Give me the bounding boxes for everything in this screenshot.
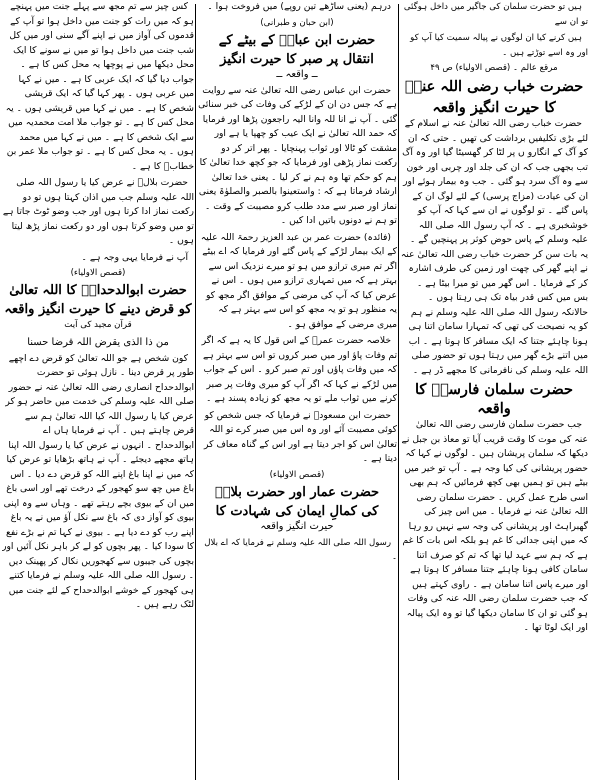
heading-ammar-bilal-subtitle: حیرت انگیز واقعہ <box>260 520 334 532</box>
left-source-citation: (قصص الاولیاء) <box>70 268 126 278</box>
heading-ammar-bilal-line-2: کی کمالِ ایمان کی شہادت کا <box>215 503 379 519</box>
right-source-citation: مرقع عالم ۔ (قصص الاولیاء) ص ۴۹ <box>430 63 558 73</box>
bilal-dream-text: کس چیز سے تم مجھ سے پہلے جنت میں پہنچے ہو کہ میں رات کو جنت میں داخل ہوا تو آپ کے قدموں کی آواز میں نے اپنے آگے سنی اور میں کل شب جنت میں داخل ہوا تو میں نے سونے کا ایک محل دیکھا میں نے پوچھا یہ محل کس کا ہے ۔ جواب دیا گیا کہ ایک عربی کا ہے ۔ میں نے کہا میں عربی ہوں ۔ پھر کہا گیا کہ ایک قریشی شخص کا ہے ۔ میں نے کہا میں قریشی ہوں ۔ یہ محل کس کا ہے ۔ تو جواب ملا امت محمدیہ میں سے ایک شخص کا ہے ۔ میں نے کہا میں محمد ہوں ۔ یہ محل کس کا ہے ۔ تو جواب ملا عمر بن خطابؓ کا ہے ۔ <box>5 1 194 172</box>
heading-ibn-abbas-subtitle: ــ واقعہ ــ <box>276 68 318 80</box>
column-divider-right <box>398 4 399 780</box>
middle-column <box>197 0 397 784</box>
abu-dahdah-story-text: کون شخص ہے جو اللہ تعالیٰ کو قرض دے اچھے طور پر قرض دینا ۔ نازل ہوئی تو حضرت ابوالدحداح انصاری رضی اللہ تعالیٰ عنہ نے حضور صلی اللہ علیہ وسلم کی خدمت میں حاضر ہو کر عرض کیا یا رسول اللہ کیا اللہ تعالیٰ ہم سے قرض چاہتے ہیں ۔ آپ نے فرمایا ہاں اے ابوالدحداح ۔ انہوں نے عرض کیا یا رسول اللہ اپنا ہاتھ مجھے دیجئے ۔ آپ نے ہاتھ بڑھایا تو عرض کیا کہ میں نے اپنا باغ اپنے اللہ کو قرض دے دیا ۔ اس باغ میں چھ سو کھجور کے درخت تھے اور اسی باغ میں ان کے بیوی بچے رہتے تھے ۔ وہاں سے وہ اپنی بیوی کو آواز دی کہ باغ سے نکل آؤ میں نے یہ باغ اپنے رب کو دے دیا ہے ۔ بیوی نے کہا تم نے بڑے نفع کا سودا کیا ۔ پھر بچوں کو لے کر باہر نکل آئیں اور بچوں کی جیبوں سے کھجوریں نکال کر پھینک دیں ۔ رسول اللہ صلی اللہ علیہ وسلم نے فرمایا کتنے ہی کھجور کے خوشے ابوالدحداح کے لئے جنت میں لٹک رہے ہیں ۔ <box>2 352 194 610</box>
heading-ibn-abbas-line-2: انتقال پر صبر کا حیرت انگیز <box>220 51 374 67</box>
heading-salman: حضرت سلمان فارسیؓ کا واقعہ <box>415 381 573 417</box>
left-column <box>2 0 194 784</box>
heading-abu-dahdah-line-2: کو قرض دینے کا حیرت انگیز واقعہ <box>4 302 192 317</box>
bilal-reply-text: حضرت بلالؓ نے عرض کیا یا رسول اللہ صلی اللہ علیہ وسلم جب میں اذان کہتا ہوں تو دو رکعت نماز ادا کرتا ہوں اور جب وضو ٹوٹ جاتا ہے تو میں وضو کرتا ہوں اور دو رکعت نماز پڑھ لیتا ہوں ۔ <box>2 177 194 246</box>
newspaper-page <box>2 0 588 784</box>
khabbab-story-text: حضرت خباب رضی اللہ تعالیٰ عنہ نے اسلام کے لئے بڑی تکلیفیں برداشت کی تھیں ۔ حتی کہ ان کو آگ کے انگارو ں پر لٹا کر گھسیٹا گیا اور وہ آگ تب بجھی جب کہ ان کی جلد اور چربی اور خون سے وہ آگ سرد ہو گئی ۔ جب وہ بیمار ہوئے اور ان کی عیادت (مزاج پرسی) کے لئے لوگ ان کے پاس گئے ۔ تو لوگوں نے ان سے کہا کہ آپ کو خوشخبری ہے ۔ کہ آپ رسول اللہ صلی اللہ علیہ وسلم کے پاس حوض کوثر پر پہنچیں گے ۔ یہ بات سن کر حضرت خباب رضی اللہ تعالیٰ عنہ نے اپنے گھر کی چھت اور زمین کی طرف اشارہ کر کے فرمایا ۔ اس گھر میں تو میرا بیٹا ہے ۔ بس میں کس قدر بیاہ تک ہی رہتا ہوں ۔ حالانکہ رسول اللہ صلی اللہ علیہ وسلم نے ہم کو یہ نصیحت کی تھی کہ تمہارا سامان اتنا ہی ہونا چاہئے جتنا کہ ایک مسافر کا ہوتا ہے ۔ اب میں اتنے بڑے گھر میں رہتا ہوں تو حضور صلی اللہ علیہ وسلم کی نافرمانی کا مجھے ڈر ہے ۔ <box>400 118 588 376</box>
heading-khabbab-line-1: حضرت خباب رضی اللہ عنہٗ <box>404 78 584 95</box>
ibn-abbas-story-text: حضرت ابن عباس رضی اللہ تعالیٰ عنہ سے روایت ہے کہ جس دن ان کے لڑکے کی وفات کی خبر سنائی گئی ۔ آپ نے انا للہ وانا الیہ راجعون پڑھا اور فرمایا کہ حمد اللہ تعالیٰ نے ایک عیب کو چھپا یا ہے اور مشقت کو ٹالا اور ثواب پہنچایا ۔ پھر اتر کر دو رکعت نماز پڑھی اور فرمایا کہ جو کچھ خدا تعالیٰ کا ہم کو حکم تھا وہ ہم نے کر لیا ۔ یعنی خدا تعالیٰ ارشاد فرماتا ہے کہ : واستعینوا بالصبر والصلوٰۃ یعنی نماز اور صبر سے مدد طلب کرو مصیبت کے وقت ۔ تو ہم نے دونوں باتیں ادا کیں ۔ <box>198 84 397 226</box>
mid-tail-line: رسول اللہ صلی اللہ علیہ وسلم نے فرمایا کہ اے بلال ۔ <box>204 537 397 562</box>
salman-story-text: جب حضرت سلمان فارسی رضی اللہ تعالیٰ عنہ کی موت کا وقت قریب آیا تو معاذ بن جبل نے دیکھا کہ سلمان پریشان ہیں ۔ لوگوں نے کہا کہ حضور پریشانی کی کیا وجہ ہے ۔ آپ تو خیر میں بیٹے ہیں تو ہمیں بھی کچھ فرمائیں کہ ہم بھی اسی طرح عمل کریں ۔ حضرت سلمان رضی اللہ تعالیٰ عنہ نے فرمایا ۔ میں اس چیز کی گھبراہٹ اور پریشانی کی وجہ سے نہیں رو رہا کہ میں اپنی جدائی کا غم ہو بلکہ اس بات کا غم ہے کہ ہم سے عہد لیا تھا کہ تم کو صرف اتنا سامان کافی ہونا چاہئے جتنا مسافر کا ہوتا ہے اور میرے پاس اتنا سامان ہے ۔ راوی کہتے ہیں کہ جب حضرت سلمان رضی اللہ عنہ کی وفات ہو گئی تو ان کا سامان دیکھا گیا تو وہ ایک پیالہ اور ایک لوٹا تھا ۔ <box>401 419 588 633</box>
prophet-reply-text: آپ نے فرمایا یہی وجہ ہے ۔ <box>81 251 188 263</box>
mid-source-citation: (قصص الاولیاء) <box>269 469 325 480</box>
umar-bin-abdulaziz-note: (فائدہ) حضرت عمر بن عبد العزیز رحمۃ اللہ علیہ کے ایک بیمار لڑکے کے پاس گئے اور فرمایا کہ اے بیٹے اگر تم میری ترازو میں ہو تو میرے نزدیک اس سے بہتر ہے کہ میں تمہاری ترازو میں ہوں ۔ اس نے عرض کیا کہ آپ کی مرضی کے موافق اگر مجھ کو یہ منظور ہو تو یہ مجھ کو اس سے بہتر ہے کہ میری مرضی کے موافق ہو ۔ <box>200 231 397 330</box>
right-column <box>400 0 588 784</box>
summary-paragraph: خلاصہ حضرت عمرؓ کے اس قول کا یہ ہے کہ اگر تم وفات پاؤ اور میں صبر کروں تو اس سے بہتر ہے کہ میں وفات پاؤں اور تم صبر کرو ۔ اس کے جواب میں لڑکے نے کہا کہ اگر آپ کو میری وفات پر صبر کرنے میں ثواب ملے تو یہ مجھ کو زیادہ پسند ہے ۔ <box>201 335 397 404</box>
heading-khabbab-line-2: کا حیرت انگیز واقعہ <box>432 99 556 116</box>
quran-verse: من ذا الذی یقرض اللہ قرضا حسنا <box>27 336 169 348</box>
heading-ammar-bilal-line-1: حضرت عمار اور حضرت بلالؓ <box>214 484 380 500</box>
ibn-masud-paragraph: حضرت ابن مسعودؓ نے فرمایا کہ جس شخص کو کوئی مصیبت آئے اور وہ اس میں صبر کرے تو اللہ تعالیٰ اس کو اجر دیتا ہے اور اس کے گناہ معاف کر دیتا ہے ۔ <box>204 409 397 464</box>
right-top-line-1: ہیں تو حضرت سلمان کی جاگیر میں داخل ہوگئی تو ان سے <box>403 2 588 27</box>
mid-top-line-1: درہم (یعنی ساڑھے تین روپے) میں فروخت ہوا ۔ <box>207 1 391 12</box>
mid-top-citation: (ابن حبان و طبرانی) <box>260 17 334 28</box>
quran-verse-label: قرآن مجید کی آیت <box>64 320 132 330</box>
right-top-line-2: ہیں کرنے کیا ان لوگوں نے پیالہ سمیت کیا آپ کو اور وہ اسے توڑتے ہیں ۔ <box>410 33 588 58</box>
heading-abu-dahdah-line-1: حضرت ابوالدحداحؓ کا اللہ تعالیٰ <box>9 283 187 298</box>
heading-ibn-abbas-line-1: حضرت ابن عباسؓ کے بیٹے کے <box>218 32 376 48</box>
column-divider-left <box>195 4 196 780</box>
